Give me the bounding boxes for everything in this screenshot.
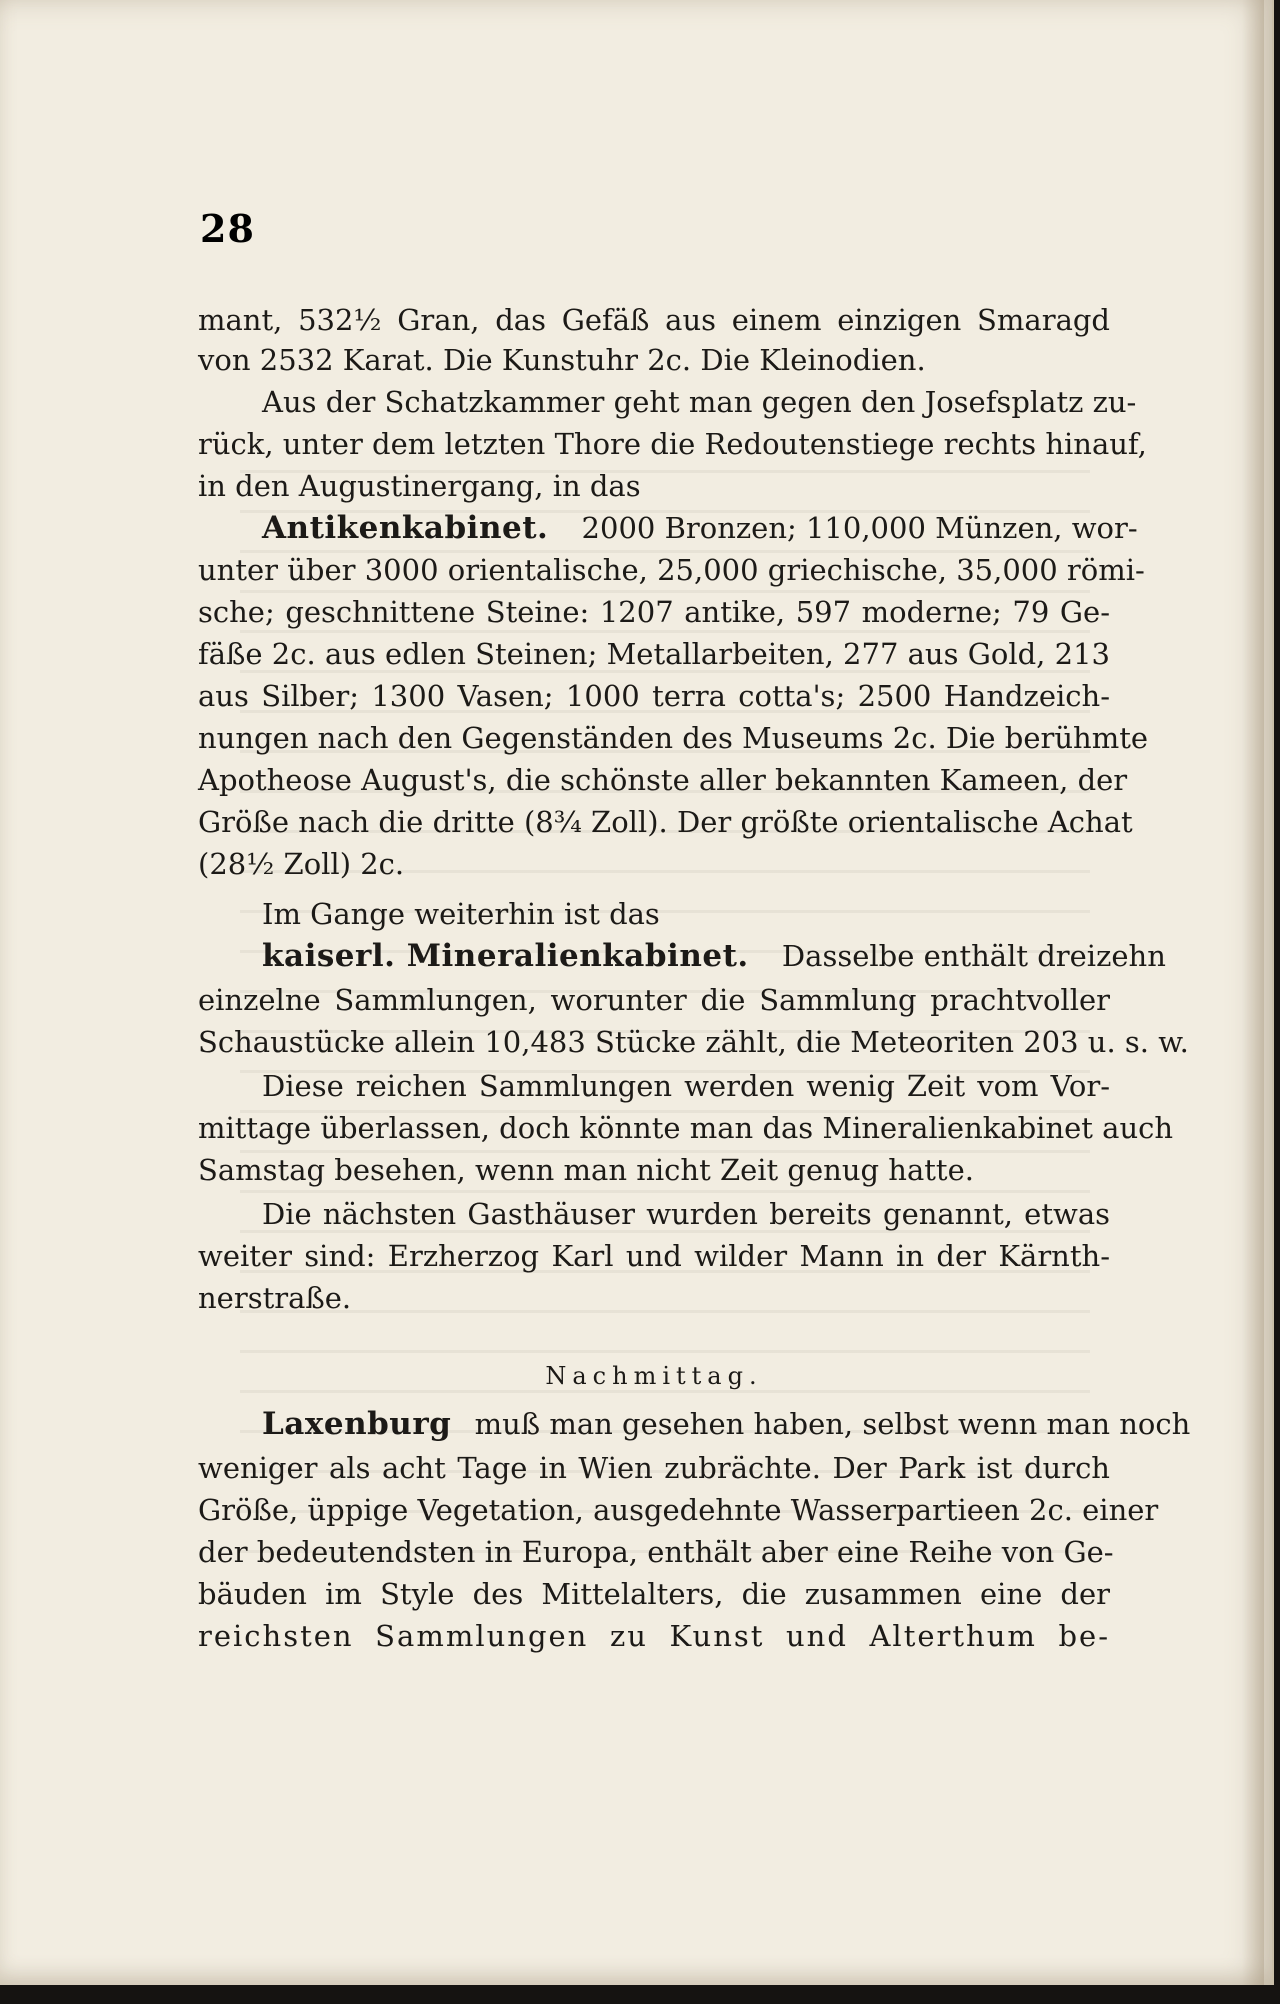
laxenburg-first-text: muß man gesehen haben, selbst wenn man noch [474,1407,1191,1441]
text-line: in den Augustinergang, in das [198,469,641,503]
mineralienkabinet-heading: kaiserl. Mineralienkabinet. [262,938,749,974]
text-line: unter über 3000 orientalische, 25,000 griechische, 35,000 römi- [198,553,1145,587]
mineral-first-line [262,936,1166,976]
text-line: Die nächsten Gasthäuser wurden bereits genannt, etwas [262,1197,1110,1231]
laxenburg-heading: Laxenburg [262,1406,452,1442]
laxenburg-first-line [262,1404,1191,1444]
text-line: der bedeutendsten in Europa, enthält aber eine Reihe von Ge- [198,1535,1114,1569]
text-line: Größe nach die dritte (8¾ Zoll). Der größte orientalische Achat [198,805,1133,839]
text-line: Im Gange weiterhin ist das [262,897,660,931]
antikenkabinet-heading: Antikenkabinet. [262,510,549,546]
text-line: weniger als acht Tage in Wien zubrächte. Der Park ist durch [198,1451,1110,1485]
antiken-first-line [262,508,1138,548]
text-line: reichsten Sammlungen zu Kunst und Alterthum be- [198,1619,1110,1653]
mineral-first-text: Dasselbe enthält dreizehn [781,939,1166,973]
text-line: nungen nach den Gegenständen des Museums 2c. Die berühmte [198,721,1149,755]
text-line: fäße 2c. aus edlen Steinen; Metallarbeiten, 277 aus Gold, 213 [198,637,1110,671]
page-edge-shadow [1242,0,1264,1985]
text-line: (28½ Zoll) 2c. [198,847,405,881]
text-line: mittage überlassen, doch könnte man das Mineralienkabinet auch [198,1111,1174,1145]
text-line: Schaustücke allein 10,483 Stücke zählt, die Meteoriten 203 u. s. w. [198,1025,1189,1059]
section-title: Nachmittag. [545,1362,763,1390]
text-line: Größe, üppige Vegetation, ausgedehnte Wasserpartieen 2c. einer [198,1493,1159,1527]
text-line: weiter sind: Erzherzog Karl und wilder Mann in der Kärnth- [198,1239,1110,1273]
text-line: mant, 532½ Gran, das Gefäß aus einem einzigen Smaragd [198,303,1110,337]
antiken-first-text: 2000 Bronzen; 110,000 Münzen, wor- [581,511,1138,545]
text-line: Diese reichen Sammlungen werden wenig Zeit vom Vor- [262,1069,1110,1103]
text-line: von 2532 Karat. Die Kunstuhr 2c. Die Kleinodien. [198,343,926,377]
text-line: nerstraße. [198,1281,352,1315]
text-line: Samstag besehen, wenn man nicht Zeit genug hatte. [198,1153,974,1187]
text-line: aus Silber; 1300 Vasen; 1000 terra cotta's; 2500 Handzeich- [198,679,1110,713]
page-number: 28 [200,206,255,251]
text-line: Aus der Schatzkammer geht man gegen den Josefsplatz zu- [262,385,1137,419]
text-line: sche; geschnittene Steine: 1207 antike, 597 moderne; 79 Ge- [198,595,1110,629]
text-line: Apotheose August's, die schönste aller bekannten Kameen, der [198,763,1128,797]
text-line: rück, unter dem letzten Thore die Redoutenstiege rechts hinauf, [198,427,1147,461]
text-line: bäuden im Style des Mittelalters, die zusammen eine der [198,1577,1110,1611]
text-line: einzelne Sammlungen, worunter die Sammlung prachtvoller [198,983,1110,1017]
